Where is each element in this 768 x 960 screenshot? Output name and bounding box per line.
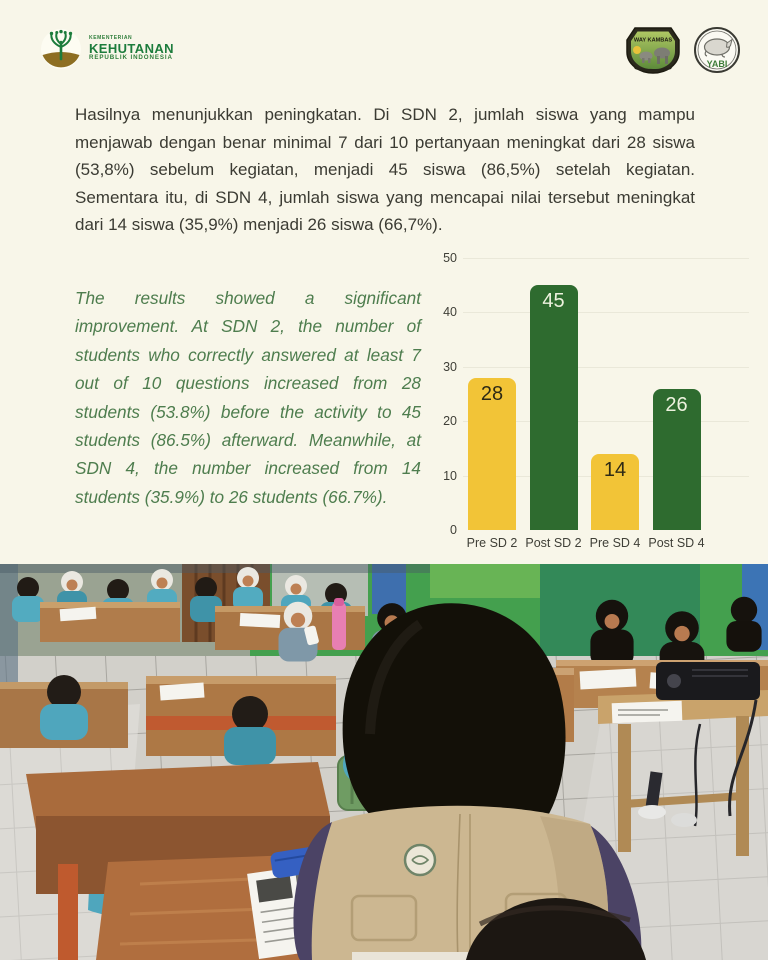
gridline-30: [463, 367, 749, 368]
paragraph-indonesian: Hasilnya menunjukkan peningkatan. Di SDN 2, jumlah siswa yang mampu menjawab dengan benar minimal 7 dari 10 pertanyaan meningkat dari 28 siswa (53,8%) sebelum kegiatan, menjadi 45 siswa (86,5%) setelah kegiatan. Sementara itu, di SDN 4, jumlah siswa yang mencapai nilai tersebut meningkat dari 14 siswa (35,9%) menjadi 26 siswa (66,7%).: [75, 105, 695, 235]
y-axis-tick-50: 50: [443, 251, 457, 265]
bar-value-post-sd-4: 26: [665, 393, 688, 416]
ministry-name-line3: REPUBLIK INDONESIA: [89, 54, 173, 62]
intro-section: [75, 101, 695, 239]
english-text-column: [75, 250, 421, 530]
bar-post-sd-4: [653, 389, 701, 530]
forestry-ministry-icon: [40, 28, 82, 70]
classroom-photo-illustration: [0, 564, 768, 960]
bar-chart: [433, 250, 751, 550]
classroom-photo: [0, 564, 768, 960]
gridline-50: [463, 258, 749, 259]
pink-bottle: [332, 602, 346, 650]
ministry-logo-text: [89, 36, 174, 61]
ministry-logo: [40, 28, 174, 70]
ministry-name-line2: KEHUTANAN: [89, 40, 174, 56]
paragraph-english: The results showed a significant improvement. At SDN 2, the number of students who correctly answered at least 7 out of 10 questions increased from 28 students (53.8%) before the activity to 45 students (86.5%) afterward. Meanwhile, at SDN 4, the number increased from 14 students (35.9%) to 26 students (66.7%).: [75, 288, 421, 507]
y-axis-tick-20: 20: [443, 414, 457, 429]
way-kambas-label: WAY KAMBAS: [633, 37, 673, 44]
x-axis-label-pre-sd-2: Pre SD 2: [466, 536, 518, 550]
x-axis-label-post-sd-2: Post SD 2: [525, 536, 582, 550]
ministry-name-line1: KEMENTERIAN: [89, 35, 133, 42]
bar-value-pre-sd-4: 14: [603, 458, 627, 481]
way-kambas-badge-icon: [624, 26, 682, 76]
yabi-rhino-logo-icon: [692, 26, 742, 76]
results-section: [75, 250, 751, 550]
x-axis-label-post-sd-4: Post SD 4: [648, 536, 705, 550]
header: [0, 0, 768, 100]
partner-badges: [624, 26, 742, 76]
bar-value-post-sd-2: 45: [542, 290, 565, 313]
bar-pre-sd-4: [591, 454, 639, 530]
x-axis-label-pre-sd-4: Pre SD 4: [589, 536, 641, 550]
bar-chart-plot: [443, 251, 749, 550]
bar-value-pre-sd-2: 28: [480, 382, 504, 405]
y-axis-tick-0: 0: [450, 523, 457, 537]
vest-logo-patch: [405, 845, 435, 875]
yabi-label: YABI: [706, 59, 728, 69]
y-axis-tick-30: 30: [443, 359, 457, 374]
bar-post-sd-2: [530, 285, 578, 530]
bar-pre-sd-2: [468, 378, 516, 530]
y-axis-tick-10: 10: [443, 468, 457, 483]
y-axis-tick-40: 40: [443, 305, 457, 320]
gridline-40: [463, 312, 749, 313]
